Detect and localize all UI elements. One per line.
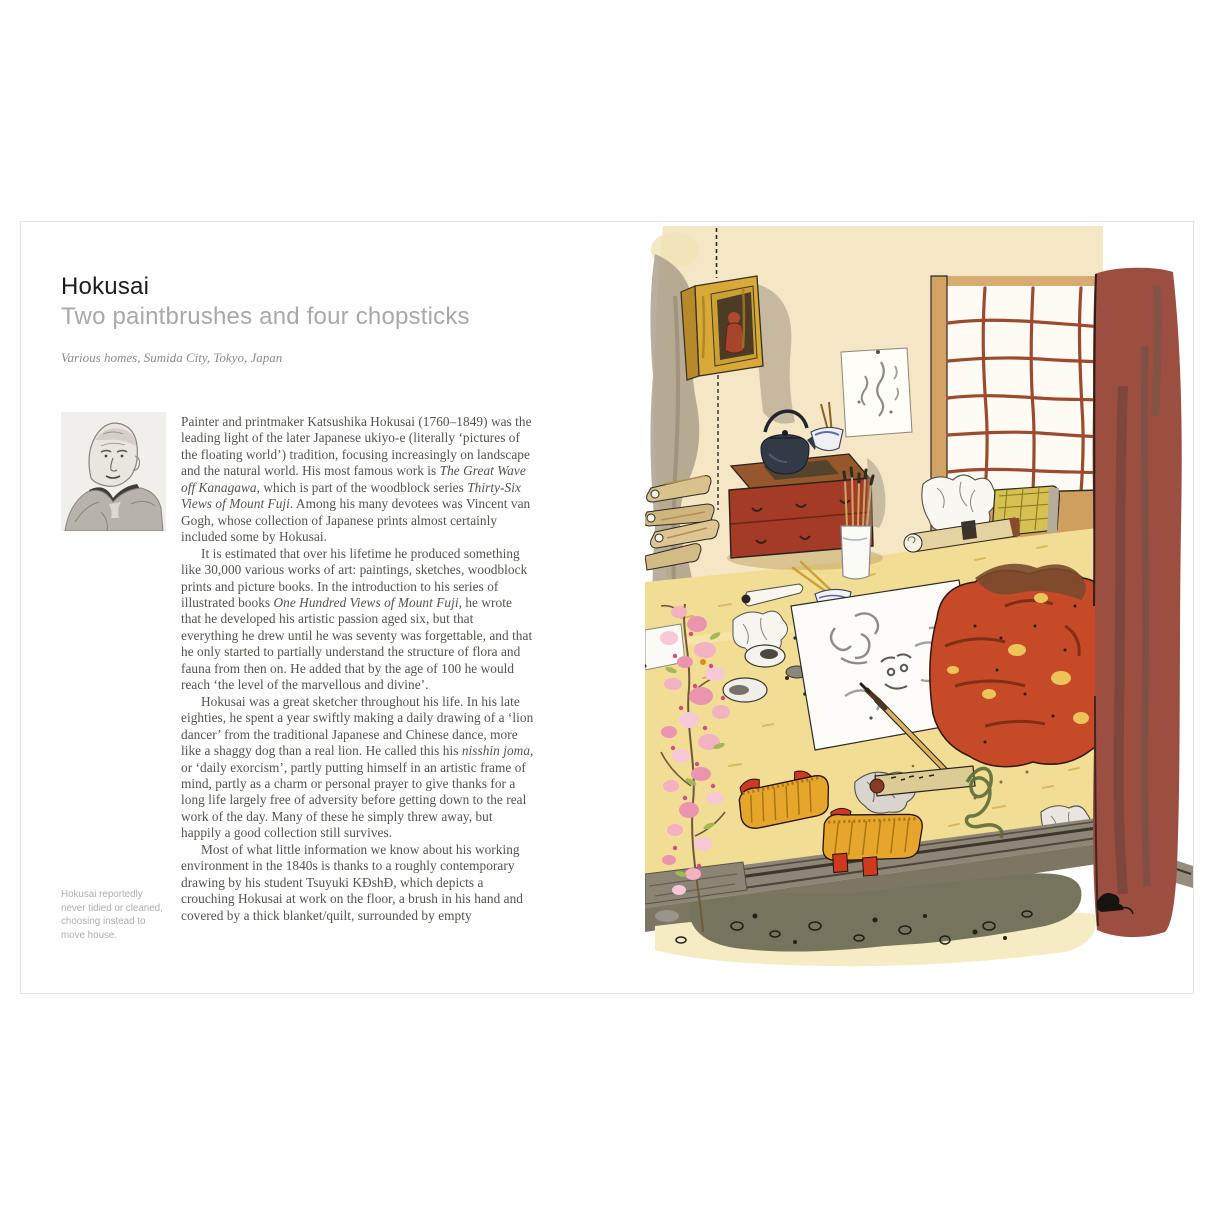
margin-note: Hokusai reportedly never tidied or cleaned, choosing instead to move house. [61, 889, 163, 942]
body-paragraph-3: Hokusai was a great sketcher throughout his life. In his late eighties, he spent a year swiftly making a daily drawing of a ‘lion dancer’ from the traditional Japanese and Chinese dance, more like a shaggy dog than a real lion. He called this his nisshin joma, or ‘daily exorcism’, partly putting himself in an artistic frame of mind, partly as a charm or personal prayer to give thanks for a long life largely free of adversity before getting down to the real work of the day. Many of these he simply threw away, but happily a good collection still survives. [181, 693, 534, 841]
page-title: Hokusai [61, 273, 150, 300]
body-paragraph-4: Most of what little information we know about his working environment in the 1840s is thanks to a roughly contemporary drawing by his student Tsuyuki KĐshĐ, which depicts a crouching Hokusai at work on the floor, a brush in his hand and covered by a thick blanket/quilt, surrounded by empty [181, 841, 523, 923]
page-subtitle: Two paintbrushes and four chopsticks [61, 303, 470, 330]
body-paragraph-1: Painter and printmaker Katsushika Hokusai (1760–1849) was the leading light of the later Japanese ukiyo-e (literally ‘pictures of the floating world’) tradition, focusing increasingly on landscape and the natural world. His most famous work is The Great Wave off Kanagawa, which is part of the woodblock series Thirty-Six Views of Mount Fuji. Among his many devotees was Vincent van Gogh, whose collection of Japanese prints almost certainly included some by Hokusai. [181, 414, 532, 545]
room-illustration [645, 226, 1205, 971]
location-line: Various homes, Sumida City, Tokyo, Japan [61, 350, 283, 365]
hokusai-portrait [61, 412, 166, 531]
book-page [20, 221, 1194, 994]
body-text [181, 414, 534, 924]
calligraphy-sheet [841, 348, 912, 437]
portrait-drawing [61, 412, 166, 531]
body-paragraph-2: It is estimated that over his lifetime he produced something like 30,000 various works of art: paintings, sketches, woodblock prints and picture books. In the introduction to his series of illustrated books One Hundred Views of Mount Fuji, he wrote that he developed his artistic passion aged six, but that everything he drew until he was seventy was forgettable, and that he only started to partially understand the structure of flora and fauna from then on. He added that by the age of 100 he would reach ‘the level of the marvellous and divine’. [181, 545, 533, 693]
red-curtain [1093, 268, 1182, 937]
